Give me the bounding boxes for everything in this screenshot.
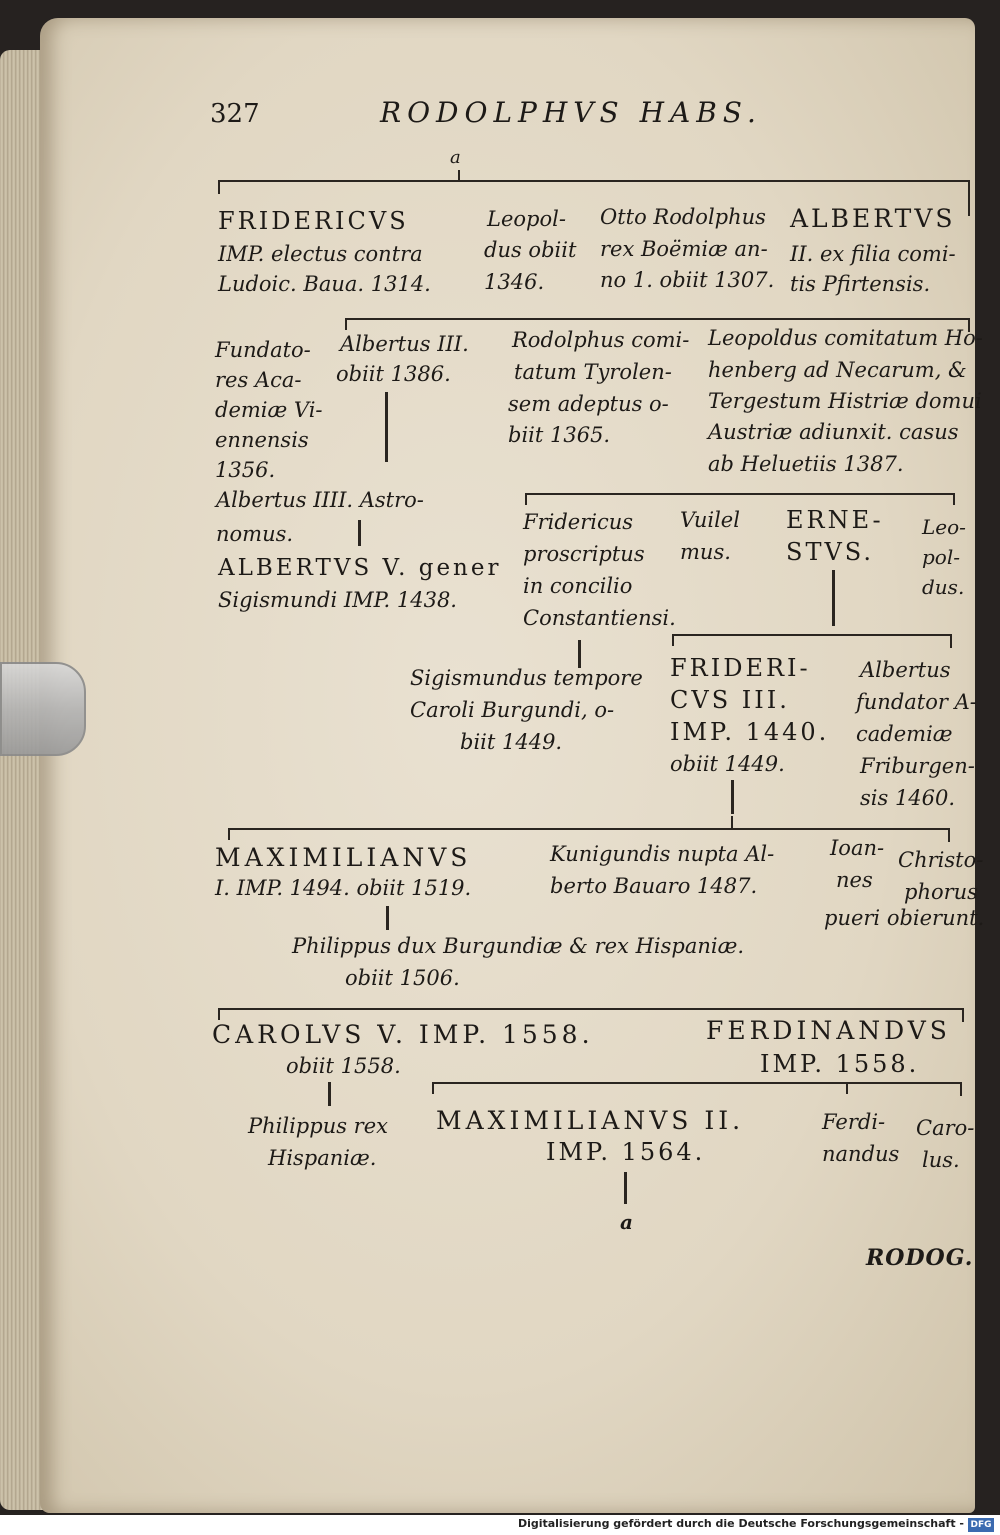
- dfg-logo-icon: DFG: [968, 1518, 994, 1532]
- bracket-tick: [228, 828, 230, 840]
- lineage-line: [385, 392, 388, 462]
- bracket-tick: [962, 1008, 964, 1022]
- bracket-tick: [432, 1082, 434, 1094]
- genealogy-bracket-4: [672, 634, 952, 636]
- bracket-tick: [525, 493, 527, 505]
- lineage-line: [832, 570, 835, 626]
- bracket-tick: [731, 816, 733, 828]
- bracket-tick: [218, 1008, 220, 1020]
- genealogy-bracket-8: [432, 1082, 962, 1084]
- bracket-tick: [948, 828, 950, 842]
- catchword: RODOG.: [866, 1245, 974, 1271]
- genealogy-bracket-3: [525, 493, 955, 495]
- digitization-footer: [0, 1515, 1000, 1535]
- bracket-tick: [672, 634, 674, 646]
- bracket-tick: [846, 1082, 848, 1094]
- running-title: RODOLPHVS HABS.: [380, 96, 762, 129]
- page-number: 327: [210, 99, 260, 129]
- scanned-book-page: 327 RODOLPHVS HABS. a FRIDERICVS IMP. electus contra Ludoic. Baua. 1314. Leopol- dus obiit 1346. Otto Rodolphus rex Boëmiæ an- no 1. obiit 1307. ALBERTVS II. ex filia comi- tis Pfirtensis. Fundato- res Aca- demiæ Vi- ennensis 1356. Albertus III. obiit 1386. Rodolphus comi- tatum Tyrolen- sem adeptus o- biit 1365. Leopoldus comitatum Ho- henberg ad Necarum, & Tergestum Histriæ domui Austriæ adiunxit. casus ab Heluetiis 1387. Albertus IIII. Astro- nomus. ALBERTVS V. gener Sigismundi IMP. 1438. Fridericus proscriptus in concilio Constantiensi. Vuilel mus. ERNE- STVS. Leo- pol- dus. Sigismundus tempore Caroli Burgundi, o- biit 1449. FRIDERI- CVS III. IMP. 1440. obiit 1449. Albertus fundator A- cademiæ Friburgen- sis 1460. MAXIMILIANVS I. IMP. 1494. obiit 1519. Kunigundis nupta Al- berto Bauaro 1487. Ioan- nes Christo- phorus pueri obierunt. Philippus dux Burgundiæ & rex Hispaniæ. obiit 1506. CAROLVS V. IMP. 1558. obiit 1558. FERDINANDVS IMP. 1558. Philippus rex Hispaniæ. MAXIMILIANVS II. IMP. 1564. Ferdi- nandus Caro- lus. a RODOG.: [0, 0, 1000, 1535]
- genealogy-bracket-1: [218, 180, 970, 182]
- bracket-tick: [458, 170, 460, 180]
- lineage-line: [386, 906, 389, 930]
- lineage-line: [731, 780, 734, 814]
- bracket-tick: [968, 180, 970, 216]
- bracket-tick: [950, 634, 952, 648]
- footer-credit: Digitalisierung gefördert durch die Deutsche Forschungsgemeinschaft -: [517, 1517, 964, 1530]
- genealogy-bracket-5: [228, 828, 950, 830]
- lineage-line: [328, 1082, 331, 1106]
- lineage-line: [358, 520, 361, 546]
- page-clip: [0, 662, 86, 756]
- signature-mark: a: [450, 147, 461, 168]
- genealogy-bracket-7: [218, 1008, 963, 1010]
- bracket-tick: [218, 180, 220, 194]
- genealogy-bracket-2: [345, 318, 970, 320]
- lineage-line: [624, 1172, 627, 1204]
- bracket-tick: [960, 1082, 962, 1096]
- bracket-tick: [345, 318, 347, 330]
- signature-mark-bottom: a: [620, 1210, 633, 1234]
- bracket-tick: [953, 493, 955, 505]
